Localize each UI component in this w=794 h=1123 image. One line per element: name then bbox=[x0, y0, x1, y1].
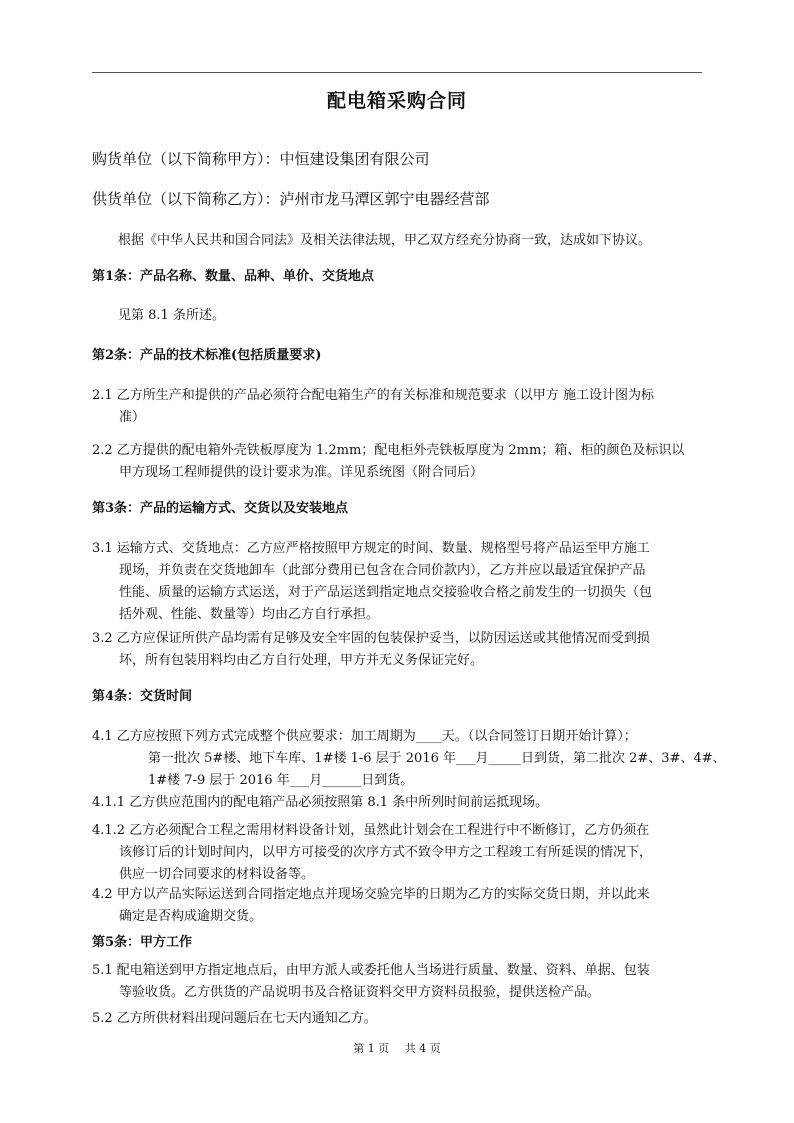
article-5-heading: 第5条：甲方工作 bbox=[92, 935, 193, 950]
clause-2-2: 2.2 乙方提供的配电箱外壳铁板厚度为 1.2mm；配电柜外壳铁板厚度为 2mm；箱、柜的颜色及标识以 甲方现场工程师提供的设计要求为准。详见系统图（附合同后） bbox=[92, 443, 685, 480]
clause-4-1-2: 4.1.2 乙方必须配合工程之需用材料设备计划，虽然此计划会在工程进行中不断修订，乙方仍须在 该修订后的计划时间内，以甲方可接受的次序方式不致令甲方之工程竣工有所延误的情况下， 供应一切合同要求的材料设备等。 bbox=[92, 823, 653, 882]
page-total: 共 4 页 bbox=[404, 1042, 441, 1055]
clause-4-1-1: 4.1.1 乙方供应范围内的配电箱产品必须按照第 8.1 条中所列时间前运抵现场。 bbox=[92, 795, 549, 810]
article-1-text: 见第 8.1 条所述。 bbox=[118, 308, 225, 323]
page-footer bbox=[0, 1040, 794, 1056]
article-3-heading: 第3条：产品的运输方式、交货以及安装地点 bbox=[92, 501, 349, 516]
clause-4-1: 4.1 乙方应按照下列方式完成整个供应要求：加工周期为____天。（以合同签订日期开始计算）； 第一批次 5#楼、地下车库、1#楼 1-6 层于 2016 年___月_____日到货，第二批次 2#、3#、4#、 1#楼 7-9 层于 2016 年___月______日到货。 bbox=[92, 729, 726, 788]
article-1-heading: 第1条：产品名称、数量、品种、单价、交货地点 bbox=[92, 269, 375, 284]
buyer-line: 购货单位（以下简称甲方）：中恒建设集团有限公司 bbox=[92, 150, 430, 168]
article-2-heading: 第2条：产品的技术标准(包括质量要求) bbox=[92, 348, 322, 363]
document-title: 配电箱采购合同 bbox=[326, 90, 467, 112]
article-4-heading: 第4条：交货时间 bbox=[92, 689, 193, 704]
clause-2-1: 2.1 乙方所生产和提供的产品必须符合配电箱生产的有关标准和规范要求（以甲方 施工设计图为标 准） bbox=[92, 388, 654, 425]
clause-3-2: 3.2 乙方应保证所供产品均需有足够及安全牢固的包装保护妥当，以防因运送或其他情况而受到损 坏，所有包装用料均由乙方自行处理，甲方并无义务保证完好。 bbox=[92, 631, 650, 668]
clause-4-2: 4.2 甲方以产品实际运送到合同指定地点并现场交验完毕的日期为乙方的实际交货日期，并以此来 确定是否构成逾期交货。 bbox=[92, 887, 650, 924]
header-rule bbox=[92, 72, 702, 73]
intro-paragraph: 根据《中华人民共和国合同法》及相关法律法规，甲乙双方经充分协商一致，达成如下协议。 bbox=[118, 233, 652, 248]
clause-5-2: 5.2 乙方所供材料出现问题后在七天内通知乙方。 bbox=[92, 1011, 377, 1026]
page-number: 第 1 页 bbox=[353, 1042, 390, 1055]
clause-5-1: 5.1 配电箱送到甲方指定地点后，由甲方派人或委托他人当场进行质量、数量、资料、单据、包装 等验收货。乙方供货的产品说明书及合格证资料交甲方资料员报验，提供送检产品。 bbox=[92, 963, 650, 1000]
clause-3-1: 3.1 运输方式、交货地点：乙方应严格按照甲方规定的时间、数量、规格型号将产品运至甲方施工 现场，并负责在交货地卸车（此部分费用已包含在合同价款内），乙方并应以最适宜保护产品 性能、质量的运输方式运送，对于产品运送到指定地点交接验收合格之前发生的一切损失（包 括外观、性能、数量等）均由乙方自行承担。 bbox=[92, 541, 653, 622]
supplier-line: 供货单位（以下简称乙方）：泸州市龙马潭区郭宁电器经营部 bbox=[92, 190, 490, 208]
